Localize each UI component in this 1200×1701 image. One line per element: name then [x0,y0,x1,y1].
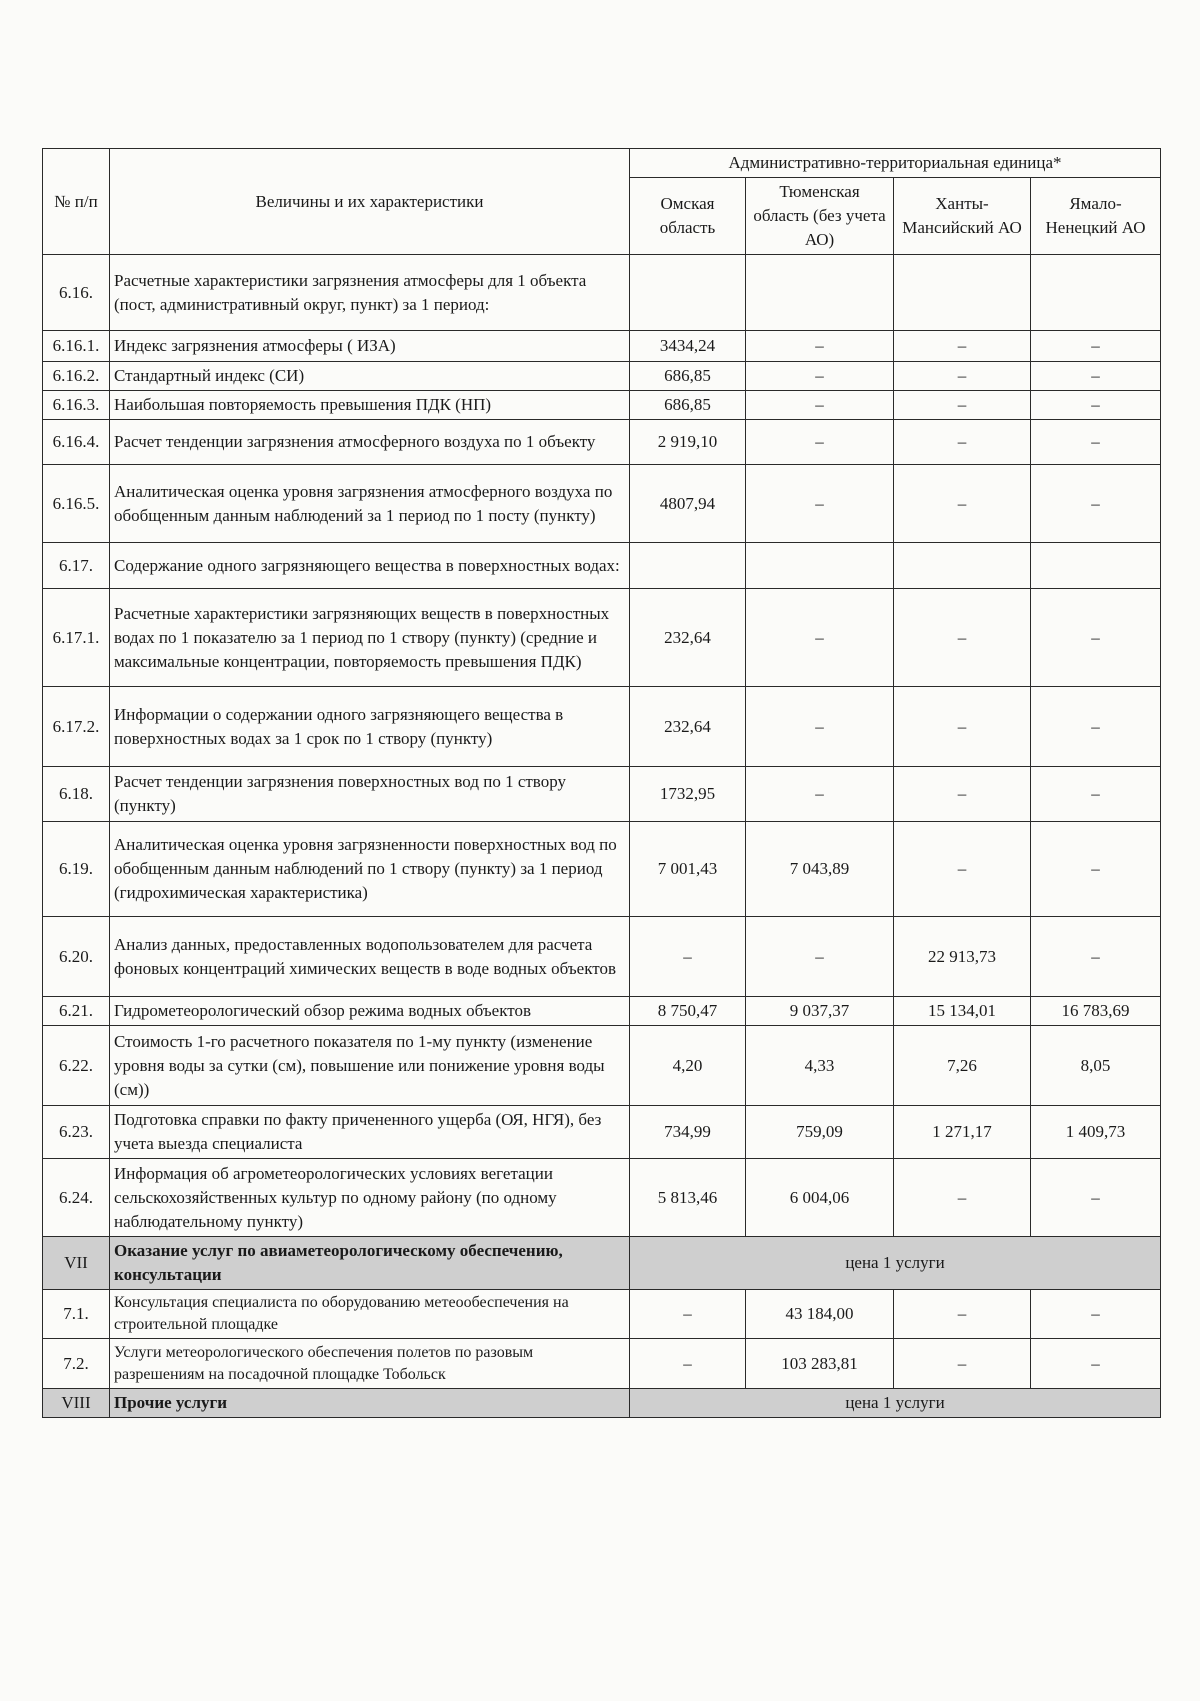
row-value: – [1031,1159,1161,1237]
row-value: – [746,391,894,420]
row-value: 2 919,10 [630,420,746,465]
table-row [43,767,1161,822]
row-value: – [894,687,1031,767]
table-row [43,589,1161,687]
row-number: 7.1. [43,1290,110,1339]
row-description: Анализ данных, предоставленных водопользователем для расчета фоновых концентраций химических веществ в воде водных объектов [110,917,630,997]
row-value: – [1031,687,1161,767]
row-value [630,255,746,331]
row-description: Расчет тенденции загрязнения поверхностных вод по 1 створу (пункту) [110,767,630,822]
row-value: – [746,465,894,543]
row-value: – [746,362,894,391]
row-value: 4,20 [630,1026,746,1106]
row-value: 734,99 [630,1106,746,1159]
row-value: 1 271,17 [894,1106,1031,1159]
section-number: VIII [43,1389,110,1418]
row-number: 6.20. [43,917,110,997]
row-value: – [1031,420,1161,465]
row-value: – [894,1159,1031,1237]
row-number: 6.16.3. [43,391,110,420]
table-row [43,391,1161,420]
row-value: – [894,589,1031,687]
row-value [894,543,1031,589]
row-value: – [894,331,1031,362]
row-description: Услуги метеорологического обеспечения полетов по разовым разрешениям на посадочной площадке Тобольск [110,1339,630,1389]
row-number: 6.18. [43,767,110,822]
row-value: 22 913,73 [894,917,1031,997]
table-row [43,822,1161,917]
row-value: 4,33 [746,1026,894,1106]
table-row [43,997,1161,1026]
row-value: – [1031,589,1161,687]
table-row [43,1159,1161,1237]
row-value: 43 184,00 [746,1290,894,1339]
row-value: – [746,589,894,687]
row-value: 9 037,37 [746,997,894,1026]
row-number: 6.16.4. [43,420,110,465]
row-description: Стоимость 1-го расчетного показателя по 1-му пункту (изменение уровня воды за сутки (см), повышение или понижение уровня воды (см)) [110,1026,630,1106]
row-value: – [746,917,894,997]
row-value: 15 134,01 [894,997,1031,1026]
row-value: – [894,362,1031,391]
row-value: 232,64 [630,589,746,687]
table-row [43,362,1161,391]
row-value: 7,26 [894,1026,1031,1106]
row-value: – [1031,331,1161,362]
header-region-group: Административно-территориальная единица* [630,149,1161,178]
row-number: 6.16.1. [43,331,110,362]
header-region-khmao: Ханты-Мансийский АО [894,178,1031,255]
row-description: Гидрометеорологический обзор режима водных объектов [110,997,630,1026]
header-region-omsk: Омская область [630,178,746,255]
row-value: – [1031,1339,1161,1389]
table-row [43,1339,1161,1389]
row-description: Содержание одного загрязняющего вещества в поверхностных водах: [110,543,630,589]
row-description: Подготовка справки по факту причененного ущерба (ОЯ, НГЯ), без учета выезда специалиста [110,1106,630,1159]
row-number: 6.24. [43,1159,110,1237]
table-row [43,543,1161,589]
section-price-label: цена 1 услуги [630,1389,1161,1418]
row-description: Консультация специалиста по оборудованию метеообеспечения на строительной площадке [110,1290,630,1339]
section-number: VII [43,1237,110,1290]
row-value: – [1031,1290,1161,1339]
table-row [43,420,1161,465]
row-value: 232,64 [630,687,746,767]
row-value: 16 783,69 [1031,997,1161,1026]
row-value: – [1031,465,1161,543]
row-value: – [1031,917,1161,997]
row-description: Наибольшая повторяемость превышения ПДК (НП) [110,391,630,420]
section-title: Оказание услуг по авиаметеорологическому обеспечению, консультации [110,1237,630,1290]
table-row [43,331,1161,362]
row-number: 6.17. [43,543,110,589]
row-value: – [894,1290,1031,1339]
row-description: Стандартный индекс (СИ) [110,362,630,391]
row-value: – [894,391,1031,420]
table-row [43,917,1161,997]
row-value: – [746,331,894,362]
row-value: 759,09 [746,1106,894,1159]
table-row [43,1290,1161,1339]
row-value: – [630,1290,746,1339]
row-value: – [1031,391,1161,420]
row-value: – [746,420,894,465]
row-value: – [894,767,1031,822]
table-row [43,1106,1161,1159]
row-value: 1732,95 [630,767,746,822]
row-value: – [1031,767,1161,822]
row-value: 4807,94 [630,465,746,543]
row-value: 3434,24 [630,331,746,362]
row-description: Расчетные характеристики загрязнения атмосферы для 1 объекта (пост, административный округ, пункт) за 1 период: [110,255,630,331]
row-value: – [1031,822,1161,917]
section-row [43,1389,1161,1418]
row-description: Индекс загрязнения атмосферы ( ИЗА) [110,331,630,362]
row-value [746,255,894,331]
table-row [43,255,1161,331]
section-row [43,1237,1161,1290]
row-value: – [894,822,1031,917]
row-description: Расчет тенденции загрязнения атмосферного воздуха по 1 объекту [110,420,630,465]
table-row [43,465,1161,543]
row-value: – [894,465,1031,543]
row-value: – [630,917,746,997]
row-value: – [894,1339,1031,1389]
row-value: 1 409,73 [1031,1106,1161,1159]
row-value [1031,543,1161,589]
row-value: 6 004,06 [746,1159,894,1237]
row-value: 103 283,81 [746,1339,894,1389]
row-description: Аналитическая оценка уровня загрязнения атмосферного воздуха по обобщенным данным наблюдений за 1 период по 1 посту (пункту) [110,465,630,543]
header-description: Величины и их характеристики [110,149,630,255]
header-num: № п/п [43,149,110,255]
row-number: 6.16.5. [43,465,110,543]
row-value: – [894,420,1031,465]
row-value: 686,85 [630,362,746,391]
row-value: 7 001,43 [630,822,746,917]
row-value [894,255,1031,331]
table-row [43,1026,1161,1106]
row-description: Аналитическая оценка уровня загрязненности поверхностных вод по обобщенным данным наблюдений по 1 створу (пункту) за 1 период (гидрохимическая характеристика) [110,822,630,917]
row-number: 6.22. [43,1026,110,1106]
row-value: 8 750,47 [630,997,746,1026]
row-value [1031,255,1161,331]
row-number: 6.17.2. [43,687,110,767]
section-title: Прочие услуги [110,1389,630,1418]
row-number: 6.17.1. [43,589,110,687]
row-number: 6.16.2. [43,362,110,391]
row-number: 6.23. [43,1106,110,1159]
row-value [630,543,746,589]
row-value: – [630,1339,746,1389]
row-number: 6.21. [43,997,110,1026]
row-number: 6.16. [43,255,110,331]
row-value [746,543,894,589]
row-description: Информации о содержании одного загрязняющего вещества в поверхностных водах за 1 срок по 1 створу (пункту) [110,687,630,767]
row-value: – [1031,362,1161,391]
row-value: 686,85 [630,391,746,420]
header-region-tyumen: Тюменская область (без учета АО) [746,178,894,255]
row-value: – [746,767,894,822]
row-value: – [746,687,894,767]
tariff-table [42,148,1161,1418]
row-value: 7 043,89 [746,822,894,917]
row-description: Расчетные характеристики загрязняющих веществ в поверхностных водах по 1 показателю за 1 период по 1 створу (пункту) (средние и максимальные концентрации, повторяемость превышения ПДК) [110,589,630,687]
table-row [43,687,1161,767]
row-value: 5 813,46 [630,1159,746,1237]
row-number: 6.19. [43,822,110,917]
row-number: 7.2. [43,1339,110,1389]
row-description: Информация об агрометеорологических условиях вегетации сельскохозяйственных культур по одному району (по одному наблюдательному пункту) [110,1159,630,1237]
section-price-label: цена 1 услуги [630,1237,1161,1290]
row-value: 8,05 [1031,1026,1161,1106]
header-region-yanao: Ямало-Ненецкий АО [1031,178,1161,255]
